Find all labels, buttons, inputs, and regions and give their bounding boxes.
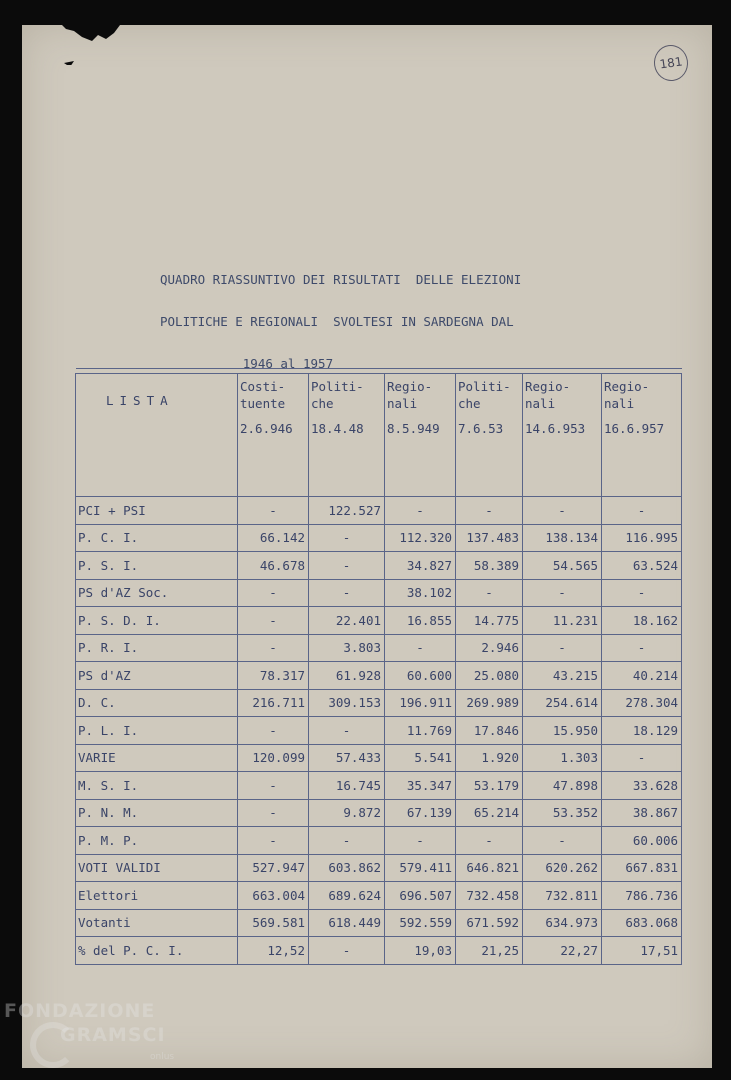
table-cell: 254.614 xyxy=(523,689,602,717)
table-row xyxy=(76,882,682,910)
table-cell: - xyxy=(238,607,309,635)
table-cell: - xyxy=(456,827,523,855)
table-cell: 25.080 xyxy=(456,662,523,690)
row-label: P. R. I. xyxy=(76,634,238,662)
table-cell: 65.214 xyxy=(456,799,523,827)
table-row xyxy=(76,689,682,717)
table-row xyxy=(76,497,682,525)
column-header: Costi- tuente 2.6.946 xyxy=(238,374,309,497)
table-cell: 18.129 xyxy=(602,717,682,745)
row-label: P. L. I. xyxy=(76,717,238,745)
row-label: Elettori xyxy=(76,882,238,910)
table-cell: 620.262 xyxy=(523,854,602,882)
table-cell: 278.304 xyxy=(602,689,682,717)
table-cell: 2.946 xyxy=(456,634,523,662)
column-header: Regio- nali 8.5.949 xyxy=(385,374,456,497)
table-cell: - xyxy=(602,744,682,772)
table-cell: 122.527 xyxy=(309,497,385,525)
row-label: P. S. D. I. xyxy=(76,607,238,635)
row-label: PCI + PSI xyxy=(76,497,238,525)
table-cell: 116.995 xyxy=(602,524,682,552)
table-row xyxy=(76,799,682,827)
table-row xyxy=(76,552,682,580)
table-cell: - xyxy=(523,827,602,855)
table-cell: 61.928 xyxy=(309,662,385,690)
table-cell: - xyxy=(238,799,309,827)
table-cell: 1.303 xyxy=(523,744,602,772)
table-cell: 579.411 xyxy=(385,854,456,882)
row-label: P. N. M. xyxy=(76,799,238,827)
table-cell: 18.162 xyxy=(602,607,682,635)
table-cell: 46.678 xyxy=(238,552,309,580)
table-cell: 527.947 xyxy=(238,854,309,882)
row-label: P. M. P. xyxy=(76,827,238,855)
table-cell: 14.775 xyxy=(456,607,523,635)
table-cell: 683.068 xyxy=(602,909,682,937)
table-row xyxy=(76,524,682,552)
table-row xyxy=(76,937,682,965)
table-cell: 732.811 xyxy=(523,882,602,910)
table-cell: 663.004 xyxy=(238,882,309,910)
table-cell: - xyxy=(385,634,456,662)
table-cell: 17,51 xyxy=(602,937,682,965)
row-label: VOTI VALIDI xyxy=(76,854,238,882)
row-label: D. C. xyxy=(76,689,238,717)
table-cell: 15.950 xyxy=(523,717,602,745)
table-cell: 671.592 xyxy=(456,909,523,937)
table-cell: 569.581 xyxy=(238,909,309,937)
table-cell: 22,27 xyxy=(523,937,602,965)
results-table xyxy=(75,368,682,965)
row-label: M. S. I. xyxy=(76,772,238,800)
table-cell: 60.600 xyxy=(385,662,456,690)
document-page xyxy=(22,25,712,1068)
table-cell: - xyxy=(523,579,602,607)
table-cell: 269.989 xyxy=(456,689,523,717)
table-cell: 57.433 xyxy=(309,744,385,772)
table-cell: - xyxy=(602,579,682,607)
table-cell: 112.320 xyxy=(385,524,456,552)
table-cell: - xyxy=(602,497,682,525)
table-cell: 19,03 xyxy=(385,937,456,965)
table-row xyxy=(76,909,682,937)
column-header: Politi- che 7.6.53 xyxy=(456,374,523,497)
table-cell: - xyxy=(309,524,385,552)
column-header: Politi- che 18.4.48 xyxy=(309,374,385,497)
table-cell: 47.898 xyxy=(523,772,602,800)
table-cell: 696.507 xyxy=(385,882,456,910)
table-cell: - xyxy=(309,717,385,745)
column-header: Regio- nali 16.6.957 xyxy=(602,374,682,497)
table-cell: - xyxy=(238,827,309,855)
page-number-stamp: 181 xyxy=(652,43,691,83)
table-cell: 66.142 xyxy=(238,524,309,552)
row-label: Votanti xyxy=(76,909,238,937)
table-cell: 309.153 xyxy=(309,689,385,717)
table-cell: 16.745 xyxy=(309,772,385,800)
row-label: VARIE xyxy=(76,744,238,772)
table-cell: 3.803 xyxy=(309,634,385,662)
table-cell: - xyxy=(309,552,385,580)
table-row xyxy=(76,579,682,607)
table-cell: - xyxy=(238,579,309,607)
table-cell: 634.973 xyxy=(523,909,602,937)
table-row xyxy=(76,634,682,662)
table-cell: 9.872 xyxy=(309,799,385,827)
table-cell: - xyxy=(385,497,456,525)
table-cell: 689.624 xyxy=(309,882,385,910)
table-cell: - xyxy=(309,937,385,965)
table-cell: 603.862 xyxy=(309,854,385,882)
table-cell: 17.846 xyxy=(456,717,523,745)
table-row xyxy=(76,662,682,690)
table-cell: 21,25 xyxy=(456,937,523,965)
table-cell: - xyxy=(523,497,602,525)
table-row xyxy=(76,854,682,882)
table-cell: 12,52 xyxy=(238,937,309,965)
table-cell: 63.524 xyxy=(602,552,682,580)
lista-header: LISTA xyxy=(76,374,238,497)
table-cell: 53.352 xyxy=(523,799,602,827)
table-cell: - xyxy=(238,772,309,800)
table-cell: - xyxy=(523,634,602,662)
row-label: P. C. I. xyxy=(76,524,238,552)
table-cell: 120.099 xyxy=(238,744,309,772)
watermark-line-2: GRAMSCI xyxy=(60,1024,166,1046)
table-cell: 58.389 xyxy=(456,552,523,580)
table-cell: 732.458 xyxy=(456,882,523,910)
title-line-2: POLITICHE E REGIONALI SVOLTESI IN SARDEGNA DAL xyxy=(160,314,514,329)
table-cell: 33.628 xyxy=(602,772,682,800)
table-cell: 38.867 xyxy=(602,799,682,827)
table-cell: 67.139 xyxy=(385,799,456,827)
watermark-line-1: FONDAZIONE xyxy=(4,1000,156,1022)
table-cell: 786.736 xyxy=(602,882,682,910)
table-cell: 592.559 xyxy=(385,909,456,937)
table-cell: 40.214 xyxy=(602,662,682,690)
row-label: PS d'AZ Soc. xyxy=(76,579,238,607)
title-line-1: QUADRO RIASSUNTIVO DEI RISULTATI DELLE ELEZIONI xyxy=(160,272,522,287)
table-cell: 38.102 xyxy=(385,579,456,607)
table-row xyxy=(76,607,682,635)
table-cell: 138.134 xyxy=(523,524,602,552)
table-cell: - xyxy=(309,827,385,855)
table-cell: - xyxy=(456,579,523,607)
table-cell: 54.565 xyxy=(523,552,602,580)
table-cell: - xyxy=(238,717,309,745)
table-cell: 216.711 xyxy=(238,689,309,717)
table-cell: 11.769 xyxy=(385,717,456,745)
table-cell: 646.821 xyxy=(456,854,523,882)
table-header-row xyxy=(76,374,682,497)
table-cell: 60.006 xyxy=(602,827,682,855)
table-cell: 1.920 xyxy=(456,744,523,772)
table-cell: - xyxy=(238,634,309,662)
table-cell: - xyxy=(456,497,523,525)
table-cell: - xyxy=(238,497,309,525)
title-line-3: 1946 al 1957 xyxy=(160,356,334,371)
table-cell: 11.231 xyxy=(523,607,602,635)
watermark-logo xyxy=(4,1000,204,1076)
row-label: P. S. I. xyxy=(76,552,238,580)
column-header: Regio- nali 14.6.953 xyxy=(523,374,602,497)
table-cell: 34.827 xyxy=(385,552,456,580)
table-row xyxy=(76,744,682,772)
table-cell: 22.401 xyxy=(309,607,385,635)
row-label: PS d'AZ xyxy=(76,662,238,690)
table-row xyxy=(76,827,682,855)
table-row xyxy=(76,772,682,800)
table-cell: 35.347 xyxy=(385,772,456,800)
table-body xyxy=(76,497,682,965)
table-cell: - xyxy=(385,827,456,855)
watermark-line-3: onlus xyxy=(150,1052,175,1062)
table-cell: 5.541 xyxy=(385,744,456,772)
table-cell: 53.179 xyxy=(456,772,523,800)
row-label: % del P. C. I. xyxy=(76,937,238,965)
table-cell: 78.317 xyxy=(238,662,309,690)
table-row xyxy=(76,717,682,745)
table-cell: 16.855 xyxy=(385,607,456,635)
table-cell: 196.911 xyxy=(385,689,456,717)
table-cell: - xyxy=(309,579,385,607)
table-cell: - xyxy=(602,634,682,662)
table-cell: 137.483 xyxy=(456,524,523,552)
table-cell: 618.449 xyxy=(309,909,385,937)
table-cell: 667.831 xyxy=(602,854,682,882)
table-cell: 43.215 xyxy=(523,662,602,690)
